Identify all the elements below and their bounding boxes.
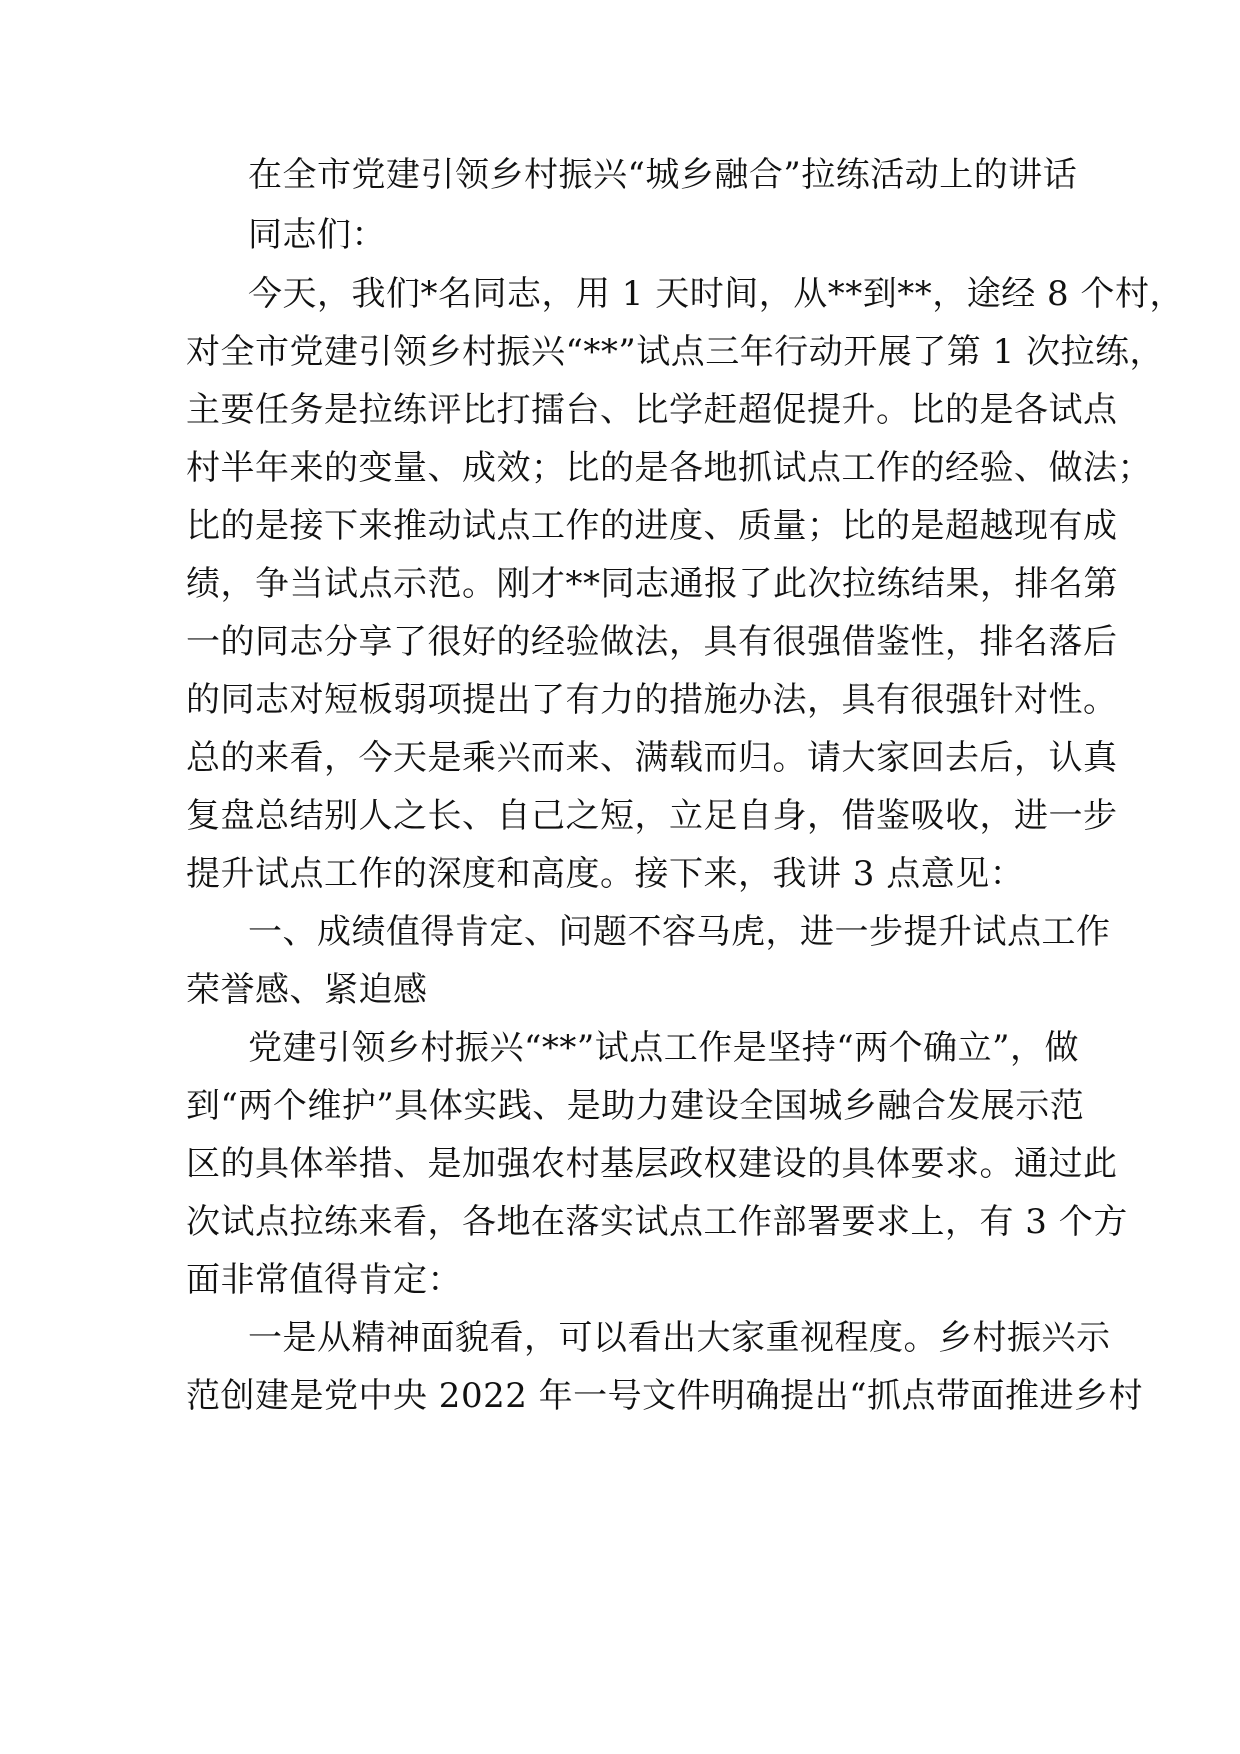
paragraph-line: 次试点拉练来看，各地在落实试点工作部署要求上，有 3 个方 <box>186 1202 1128 1242</box>
paragraph-line: 总的来看，今天是乘兴而来、满载而归。请大家回去后，认真 <box>186 738 1118 778</box>
paragraph-line: 对全市党建引领乡村振兴“**”试点三年行动开展了第 1 次拉练， <box>186 332 1165 372</box>
paragraph-line: 区的具体举措、是加强农村基层政权建设的具体要求。通过此 <box>186 1144 1118 1184</box>
heading-line: 一、成绩值得肯定、问题不容马虎，进一步提升试点工作 <box>248 912 1111 952</box>
paragraph-line: 面非常值得肯定： <box>186 1260 462 1300</box>
salutation: 同志们： <box>248 215 386 255</box>
paragraph-line: 提升试点工作的深度和高度。接下来，我讲 3 点意见： <box>186 854 1025 894</box>
paragraph-line: 比的是接下来推动试点工作的进度、质量；比的是超越现有成 <box>186 506 1118 546</box>
paragraph-line: 主要任务是拉练评比打擂台、比学赶超促提升。比的是各试点 <box>186 390 1118 430</box>
paragraph-line: 的同志对短板弱项提出了有力的措施办法，具有很强针对性。 <box>186 680 1118 720</box>
paragraph-line: 绩，争当试点示范。刚才**同志通报了此次拉练结果，排名第 <box>186 564 1118 604</box>
paragraph-line: 到“两个维护”具体实践、是助力建设全国城乡融合发展示范 <box>186 1086 1085 1126</box>
document-title: 在全市党建引领乡村振兴“城乡融合”拉练活动上的讲话 <box>248 155 1078 195</box>
paragraph-line: 范创建是党中央 2022 年一号文件明确提出“抓点带面推进乡村 <box>186 1376 1144 1416</box>
paragraph-line: 一是从精神面貌看，可以看出大家重视程度。乡村振兴示 <box>248 1318 1111 1358</box>
paragraph-line: 复盘总结别人之长、自己之短，立足自身，借鉴吸收，进一步 <box>186 796 1118 836</box>
paragraph-line: 今天，我们*名同志，用 1 天时间，从**到**，途经 8 个村， <box>248 274 1184 314</box>
heading-line: 荣誉感、紧迫感 <box>186 970 428 1010</box>
paragraph-line: 村半年来的变量、成效；比的是各地抓试点工作的经验、做法； <box>186 448 1152 488</box>
paragraph-line: 一的同志分享了很好的经验做法，具有很强借鉴性，排名落后 <box>186 622 1118 662</box>
paragraph-line: 党建引领乡村振兴“**”试点工作是坚持“两个确立”，做 <box>248 1028 1080 1068</box>
